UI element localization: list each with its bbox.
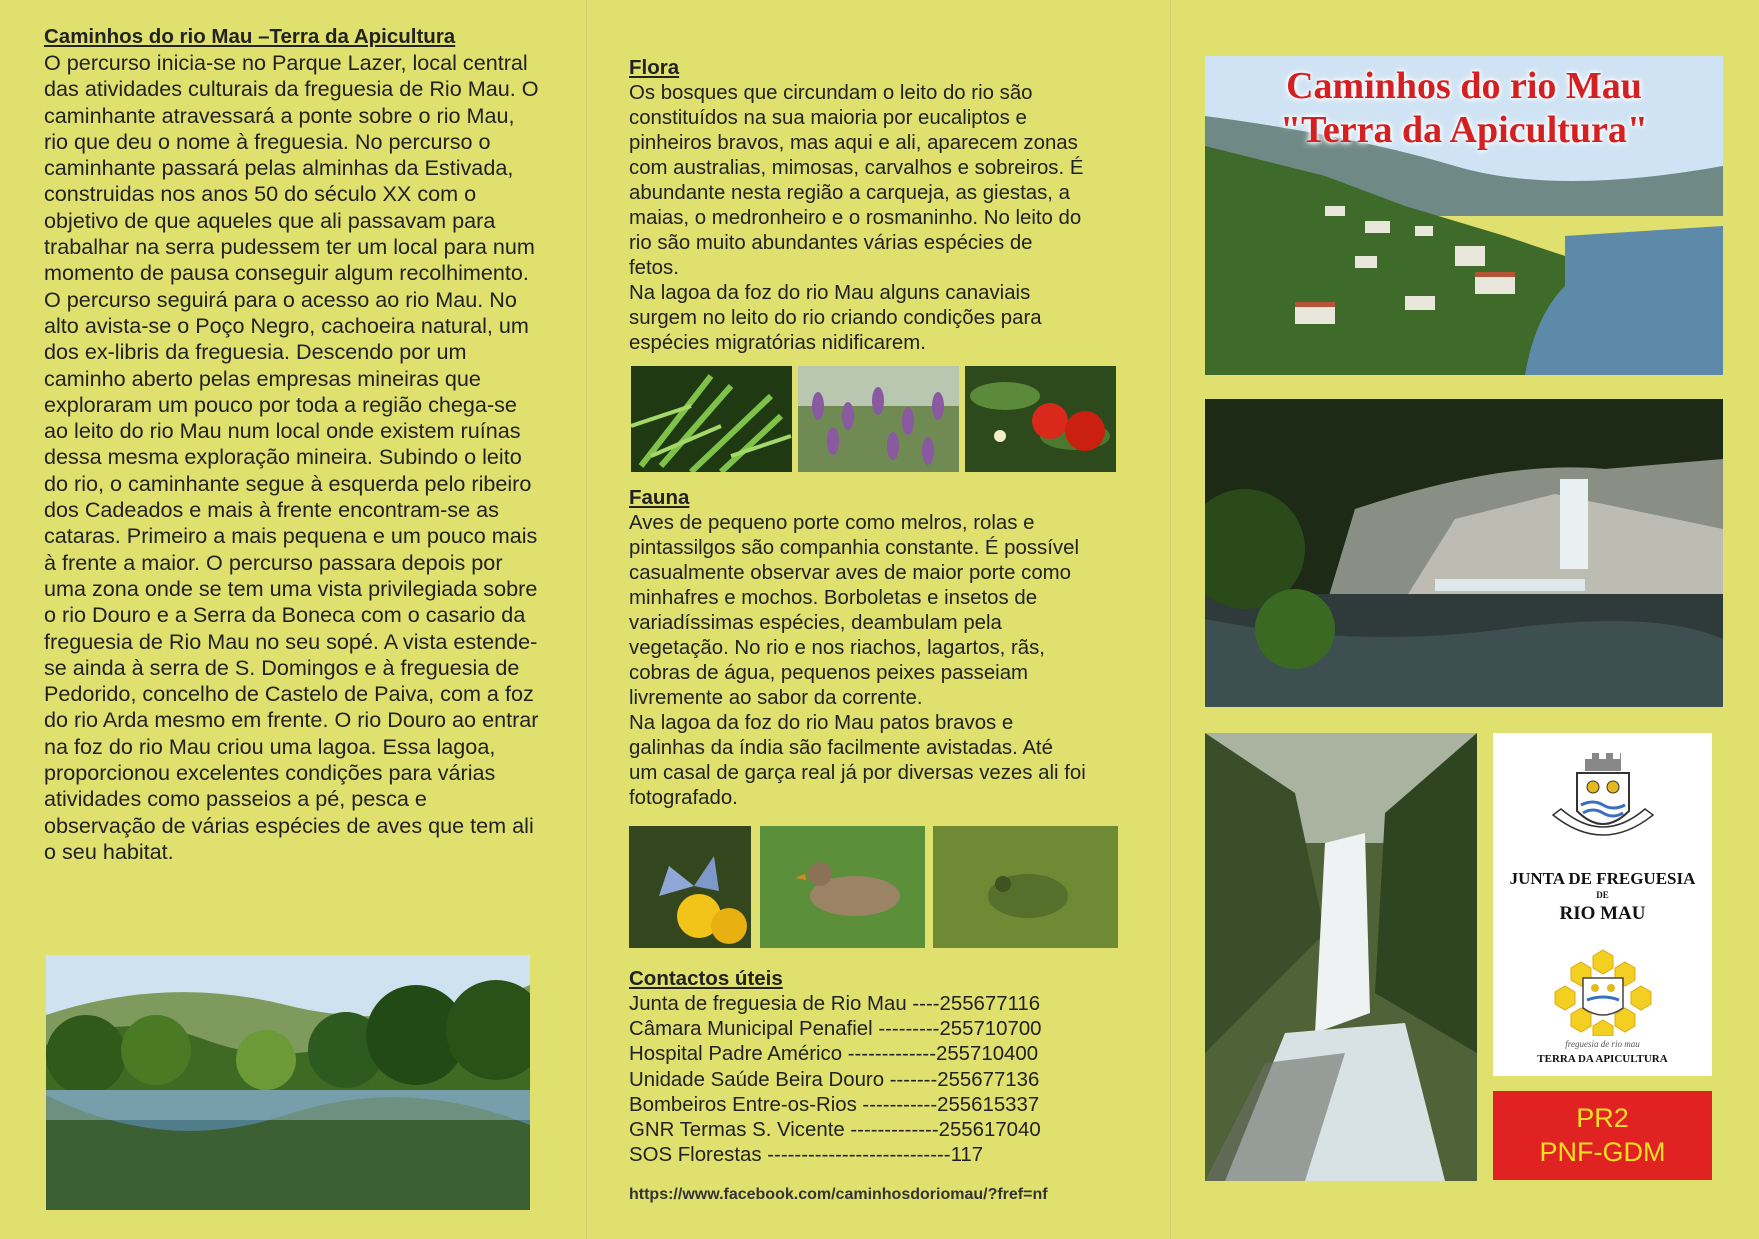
flora-text: Os bosques que circundam o leito do rio são constituídos na sua maioria por eucaliptos e pinheiros bravos, mas aqui e ali, aparecem zonas com australias, mimosas, carvalhos e sobreiros. É abundante nesta região a carqueja, as giestas, a maias, o medronheiro e o rosmaninho. No leito do rio são muito abundantes várias espécies de fetos. Na lagoa da foz do rio Mau alguns canaviais surgem no leito do rio criando condições para espécies migratórias nidificarem.	[629, 82, 1084, 354]
lake-photo	[46, 955, 530, 1210]
contacts-title: Contactos úteis	[629, 967, 783, 990]
contact-line-6: GNR Termas S. Vicente -------------255617040	[629, 1119, 1041, 1142]
logo-script: freguesia de rio mau	[1565, 1039, 1640, 1049]
cover-title	[1205, 64, 1723, 152]
route-description-column	[44, 24, 544, 865]
flora-title: Flora	[629, 56, 680, 79]
contact-line-4: Unidade Saúde Beira Douro -------255677136	[629, 1068, 1040, 1091]
contact-line-2: Câmara Municipal Penafiel ---------255710700	[629, 1018, 1042, 1041]
route-title: Caminhos do rio Mau –Terra da Apicultura	[44, 25, 456, 48]
fern-photo	[631, 366, 792, 472]
contact-line-3: Hospital Padre Américo -------------255710400	[629, 1043, 1039, 1066]
route-code-badge	[1493, 1091, 1712, 1180]
butterfly-photo	[629, 826, 751, 948]
flora-section	[629, 55, 1129, 356]
junta-line-1: JUNTA DE FREGUESIA	[1509, 869, 1696, 888]
contact-line-1: Junta de freguesia de Rio Mau ----255677116	[629, 993, 1041, 1015]
waterfall-pool-photo	[1205, 399, 1723, 707]
route-code-line-1: PR2	[1576, 1103, 1629, 1133]
junta-line-2: DE	[1596, 890, 1609, 900]
cover-title-line-1: Caminhos do rio Mau	[1286, 65, 1642, 107]
duck-photo	[760, 826, 925, 948]
frog-photo	[933, 826, 1118, 948]
waterfall-stream-photo	[1205, 733, 1477, 1181]
fauna-section	[629, 485, 1129, 811]
lavender-photo	[798, 366, 959, 472]
contact-line-7: SOS Florestas ---------------------------117	[629, 1144, 984, 1167]
junta-line-3: RIO MAU	[1559, 903, 1646, 924]
junta-logo-panel	[1493, 733, 1712, 1076]
fauna-title: Fauna	[629, 486, 690, 509]
coat-of-arms-icon	[1547, 749, 1659, 859]
beehive-logo-icon	[1551, 948, 1655, 1036]
cover-title-line-2: "Terra da Apicultura"	[1279, 109, 1649, 151]
contact-line-5: Bombeiros Entre-os-Rios -----------255615337	[629, 1093, 1040, 1116]
strawberry-tree-photo	[965, 366, 1116, 472]
facebook-link[interactable]: https://www.facebook.com/caminhosdoriomau/?fref=nf	[629, 1186, 1048, 1203]
contacts-section	[629, 966, 1129, 1168]
route-description: O percurso inicia-se no Parque Lazer, local central das atividades culturais da freguesia de Rio Mau. O caminhante atravessará a ponte sobre o rio Mau, rio que deu o nome à freguesia. No percurso o caminhante passará pelas alminhas da Estivada, construidas nos anos 50 do século XX com o objetivo de que aqueles que ali passavam para trabalhar na serra pudessem ter um local para num momento de pausa conseguir algum recolhimento. O percurso seguirá para o acesso ao rio Mau. No alto avista-se o Poço Negro, cachoeira natural, um dos ex-libris da freguesia. Descendo por um caminho aberto pelas empresas mineiras que exploraram um pouco por toda a região chega-se ao leito do rio Mau num local onde existem ruínas dessa mesma exploração mineira. Subindo o leito do rio, o caminhante segue à esquerda pelo ribeiro dos Cadeados e mais à frente encontram-se as cataras. Primeiro a mais pequena e um pouco mais à frente a maior. O percurso passara depois por uma zona onde se tem uma vista privilegiada sobre o rio Douro e a Serra da Boneca com o casario da freguesia de Rio Mau no seu sopé. A vista estende-se ainda à serra de S. Domingos e à freguesia de Pedorido, concelho de Castelo de Paiva, com a foz do rio Arda mesmo em frente. O rio Douro ao entrar na foz do rio Mau criou uma lagoa. Essa lagoa, proporcionou excelentes condições para várias atividades como passeios a pé, pesca e observação de várias espécies de aves que tem ali o seu habitat.	[44, 50, 539, 864]
route-code-line-2: PNF-GDM	[1539, 1137, 1666, 1167]
cover-village-photo	[1205, 56, 1723, 375]
logo-tagline: TERRA DA APICULTURA	[1537, 1053, 1668, 1065]
fauna-text: Aves de pequeno porte como melros, rolas e pintassilgos são companhia constante. É possível casualmente observar aves de maior porte como minhafres e mochos. Borboletas e insetos de variadíssimas espécies, deambulam pela vegetação. No rio e nos riachos, lagartos, rãs, cobras de água, pequenos peixes passeiam livremente ao sabor da corrente. Na lagoa da foz do rio Mau patos bravos e galinhas da índia são facilmente avistadas. Até um casal de garça real já por diversas vezes ali foi fotografado.	[629, 512, 1086, 809]
